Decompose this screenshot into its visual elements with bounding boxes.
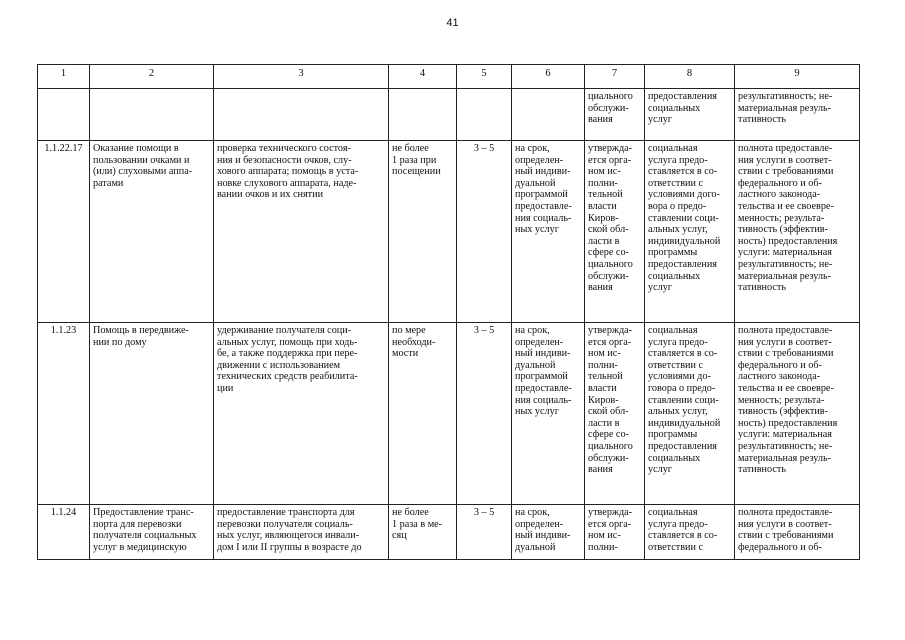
table-cell-col6 bbox=[512, 505, 585, 560]
table-cell-col5: 3 – 5 bbox=[457, 505, 512, 560]
cell-line: ответствии с bbox=[648, 541, 704, 553]
cell-line: вания bbox=[588, 114, 613, 126]
cell-line: ответствии с bbox=[648, 177, 704, 189]
cell-line: вания bbox=[588, 464, 613, 476]
cell-line: говора о предо- bbox=[648, 382, 716, 394]
cell-line: ность) предоставления bbox=[738, 235, 838, 247]
cell-line: результативность; не- bbox=[738, 440, 833, 452]
table-cell-col5: 3 – 5 bbox=[457, 141, 512, 323]
cell-line: социальная bbox=[648, 507, 698, 518]
table-cell-col4 bbox=[389, 141, 457, 323]
page-number: 41 bbox=[446, 17, 459, 29]
table-cell-col6 bbox=[512, 89, 585, 141]
table-cell-col1: 1.1.22.17 bbox=[38, 141, 90, 323]
cell-line: социальных bbox=[648, 102, 701, 114]
cell-line: Киров- bbox=[588, 212, 619, 224]
cell-line: программы bbox=[648, 429, 698, 441]
table-cell-col2 bbox=[90, 323, 214, 505]
table-cell-col2 bbox=[90, 505, 214, 560]
cell-line: утвержда- bbox=[588, 507, 633, 518]
cell-line: менность; результа- bbox=[738, 394, 825, 406]
cell-line: социальная bbox=[648, 325, 698, 336]
table-row bbox=[38, 141, 860, 323]
cell-line: Предоставление транс- bbox=[93, 507, 194, 518]
table-cell-col9 bbox=[735, 141, 860, 323]
table-cell-col7 bbox=[585, 505, 645, 560]
cell-line: порта для перевозки bbox=[93, 518, 182, 530]
cell-line: ном ис- bbox=[588, 348, 621, 360]
cell-line: предоставления bbox=[648, 440, 717, 452]
cell-line: мости bbox=[392, 348, 419, 360]
header-col-8: 8 bbox=[645, 65, 735, 89]
cell-line: ном ис- bbox=[588, 530, 621, 542]
table-cell-col9 bbox=[735, 323, 860, 505]
cell-line: получателя социальных bbox=[93, 530, 197, 542]
cell-line: услуга предо- bbox=[648, 518, 708, 530]
cell-line: ный индиви- bbox=[515, 166, 571, 178]
table-cell-col5: 3 – 5 bbox=[457, 323, 512, 505]
cell-line: условиями дого- bbox=[648, 189, 720, 201]
cell-line: определен- bbox=[515, 154, 564, 166]
cell-line: социальных bbox=[648, 270, 701, 282]
cell-line: тельной bbox=[588, 371, 623, 383]
table-cell-col3 bbox=[214, 141, 389, 323]
header-col-3: 3 bbox=[214, 65, 389, 89]
cell-line: ратами bbox=[93, 177, 124, 189]
cell-line: услуги: материальная bbox=[738, 247, 832, 259]
cell-line: сяц bbox=[392, 530, 407, 542]
header-col-6: 6 bbox=[512, 65, 585, 89]
table-cell-col2 bbox=[90, 89, 214, 141]
cell-line: (или) слуховыми аппа- bbox=[93, 166, 193, 178]
cell-line: предоставле- bbox=[515, 382, 572, 394]
table-row bbox=[38, 323, 860, 505]
cell-line: циального bbox=[588, 440, 633, 452]
cell-line: индивидуальной bbox=[648, 235, 721, 247]
cell-line: услуг в медицинскую bbox=[93, 541, 187, 553]
cell-line: альных услуг, помощь при ходь- bbox=[217, 336, 358, 348]
cell-line: ется орга- bbox=[588, 518, 632, 530]
cell-line: дуальной bbox=[515, 541, 556, 553]
cell-line: на срок, bbox=[515, 143, 550, 154]
cell-line: предоставления bbox=[648, 91, 717, 102]
table-cell-col8 bbox=[645, 89, 735, 141]
cell-line: на срок, bbox=[515, 507, 550, 518]
cell-line: бе, а также поддержка при пере- bbox=[217, 348, 358, 360]
cell-line: альных услуг, bbox=[648, 224, 708, 236]
table-cell-col8 bbox=[645, 505, 735, 560]
cell-line: результативность; не- bbox=[738, 91, 833, 102]
cell-line: тативность bbox=[738, 282, 786, 294]
table-cell-col3 bbox=[214, 323, 389, 505]
cell-line: тельной bbox=[588, 189, 623, 201]
table-cell-col9 bbox=[735, 505, 860, 560]
table-cell-col6 bbox=[512, 323, 585, 505]
cell-line: ния услуги в соответ- bbox=[738, 518, 832, 530]
cell-line: ставляется в со- bbox=[648, 166, 718, 178]
cell-line: ставлении соци- bbox=[648, 212, 719, 224]
cell-line: материальная резуль- bbox=[738, 102, 832, 114]
cell-line: власти bbox=[588, 382, 617, 394]
table-cell-col8 bbox=[645, 141, 735, 323]
cell-line: на срок, bbox=[515, 325, 550, 336]
cell-line: ном ис- bbox=[588, 166, 621, 178]
table-cell-col8 bbox=[645, 323, 735, 505]
table-cell-col4 bbox=[389, 89, 457, 141]
cell-line: результативность; не- bbox=[738, 258, 833, 270]
cell-line: Киров- bbox=[588, 394, 619, 406]
cell-line: федерального и об- bbox=[738, 177, 822, 189]
table-cell-col9 bbox=[735, 89, 860, 141]
cell-line: тивность (эффектив- bbox=[738, 406, 828, 418]
cell-line: полнота предоставле- bbox=[738, 325, 833, 336]
cell-line: полни- bbox=[588, 359, 618, 371]
cell-line: ния социаль- bbox=[515, 212, 572, 224]
cell-line: программой bbox=[515, 189, 568, 201]
cell-line: дуальной bbox=[515, 177, 556, 189]
cell-line: ставлении соци- bbox=[648, 394, 719, 406]
cell-line: Помощь в передвиже- bbox=[93, 325, 189, 336]
cell-line: обслужи- bbox=[588, 102, 629, 114]
cell-line: дуальной bbox=[515, 359, 556, 371]
cell-line: социальная bbox=[648, 143, 698, 154]
cell-line: индивидуальной bbox=[648, 417, 721, 429]
cell-line: обслужи- bbox=[588, 452, 629, 464]
table-cell-col7 bbox=[585, 89, 645, 141]
cell-line: необходи- bbox=[392, 336, 436, 348]
cell-line: тативность bbox=[738, 114, 786, 126]
cell-line: ется орга- bbox=[588, 336, 632, 348]
cell-line: полнота предоставле- bbox=[738, 143, 833, 154]
cell-line: ставляется в со- bbox=[648, 348, 718, 360]
cell-line: альных услуг, bbox=[648, 406, 708, 418]
header-col-1: 1 bbox=[38, 65, 90, 89]
header-col-2: 2 bbox=[90, 65, 214, 89]
cell-line: вора о предо- bbox=[648, 200, 707, 212]
header-col-7: 7 bbox=[585, 65, 645, 89]
cell-line: вания bbox=[588, 282, 613, 294]
cell-line: ния и безопасности очков, слу- bbox=[217, 154, 352, 166]
cell-line: полни- bbox=[588, 177, 618, 189]
cell-line: хового аппарата; помощь в уста- bbox=[217, 166, 359, 178]
cell-line: удерживание получателя соци- bbox=[217, 325, 352, 336]
cell-line: посещении bbox=[392, 166, 441, 178]
cell-line: материальная резуль- bbox=[738, 452, 832, 464]
cell-line: новке слухового аппарата, наде- bbox=[217, 177, 357, 189]
cell-line: полни- bbox=[588, 541, 618, 553]
table-cell-col1: 1.1.24 bbox=[38, 505, 90, 560]
cell-line: ции bbox=[217, 382, 234, 394]
table-cell-col4 bbox=[389, 323, 457, 505]
cell-line: ных услуг bbox=[515, 224, 559, 236]
cell-line: программой bbox=[515, 371, 568, 383]
cell-line: проверка технического состоя- bbox=[217, 143, 351, 154]
cell-line: ный индиви- bbox=[515, 348, 571, 360]
cell-line: ставляется в со- bbox=[648, 530, 718, 542]
cell-line: дом I или II группы в возрасте до bbox=[217, 541, 362, 553]
cell-line: ской обл- bbox=[588, 406, 629, 418]
cell-line: услуг bbox=[648, 282, 672, 294]
cell-line: тельства и ее своевре- bbox=[738, 382, 834, 394]
cell-line: движении с использованием bbox=[217, 359, 341, 371]
cell-line: ствии с требованиями bbox=[738, 530, 834, 542]
cell-line: условиями до- bbox=[648, 371, 711, 383]
cell-line: ния услуги в соответ- bbox=[738, 154, 832, 166]
cell-line: 1 раза при bbox=[392, 154, 437, 166]
table-cell-col6 bbox=[512, 141, 585, 323]
cell-line: услуг bbox=[648, 114, 672, 126]
cell-line: ния услуги в соответ- bbox=[738, 336, 832, 348]
cell-line: предоставле- bbox=[515, 200, 572, 212]
cell-line: услуг bbox=[648, 464, 672, 476]
cell-line: технических средств реабилита- bbox=[217, 371, 358, 383]
cell-line: 1 раза в ме- bbox=[392, 518, 443, 530]
services-table bbox=[37, 64, 860, 560]
cell-line: пользовании очками и bbox=[93, 154, 190, 166]
cell-line: Оказание помощи в bbox=[93, 143, 179, 154]
table-row bbox=[38, 89, 860, 141]
header-col-4: 4 bbox=[389, 65, 457, 89]
cell-line: ный индиви- bbox=[515, 530, 571, 542]
header-col-9: 9 bbox=[735, 65, 860, 89]
cell-line: сфере со- bbox=[588, 429, 629, 441]
cell-line: ность) предоставления bbox=[738, 417, 838, 429]
cell-line: обслужи- bbox=[588, 270, 629, 282]
cell-line: федерального и об- bbox=[738, 541, 822, 553]
page-bottom-margin bbox=[0, 580, 905, 640]
table-cell-col5 bbox=[457, 89, 512, 141]
cell-line: определен- bbox=[515, 336, 564, 348]
cell-line: не более bbox=[392, 143, 429, 154]
header-row bbox=[38, 65, 860, 89]
cell-line: тативность bbox=[738, 464, 786, 476]
cell-line: власти bbox=[588, 200, 617, 212]
cell-line: ется орга- bbox=[588, 154, 632, 166]
cell-line: программы bbox=[648, 247, 698, 259]
cell-line: ласти в bbox=[588, 235, 620, 247]
cell-line: не более bbox=[392, 507, 429, 518]
table-cell-col3 bbox=[214, 89, 389, 141]
cell-line: материальная резуль- bbox=[738, 270, 832, 282]
cell-line: нии по дому bbox=[93, 336, 147, 348]
cell-line: тивность (эффектив- bbox=[738, 224, 828, 236]
table-cell-col3 bbox=[214, 505, 389, 560]
cell-line: ластного законода- bbox=[738, 189, 821, 201]
cell-line: тельства и ее своевре- bbox=[738, 200, 834, 212]
cell-line: циального bbox=[588, 258, 633, 270]
cell-line: услуга предо- bbox=[648, 154, 708, 166]
cell-line: ластного законода- bbox=[738, 371, 821, 383]
cell-line: определен- bbox=[515, 518, 564, 530]
table-cell-col7 bbox=[585, 323, 645, 505]
cell-line: федерального и об- bbox=[738, 359, 822, 371]
cell-line: утвержда- bbox=[588, 143, 633, 154]
cell-line: ской обл- bbox=[588, 224, 629, 236]
cell-line: социальных bbox=[648, 452, 701, 464]
cell-line: ствии с требованиями bbox=[738, 348, 834, 360]
cell-line: предоставление транспорта для bbox=[217, 507, 355, 518]
cell-line: перевозки получателя социаль- bbox=[217, 518, 353, 530]
cell-line: утвержда- bbox=[588, 325, 633, 336]
cell-line: ответствии с bbox=[648, 359, 704, 371]
cell-line: полнота предоставле- bbox=[738, 507, 833, 518]
cell-line: услуга предо- bbox=[648, 336, 708, 348]
table-cell-col7 bbox=[585, 141, 645, 323]
header-col-5: 5 bbox=[457, 65, 512, 89]
table-cell-col1: 1.1.23 bbox=[38, 323, 90, 505]
cell-line: вании очков и их снятии bbox=[217, 189, 324, 201]
cell-line: ных услуг, являющегося инвали- bbox=[217, 530, 360, 542]
cell-line: ласти в bbox=[588, 417, 620, 429]
table-cell-col1 bbox=[38, 89, 90, 141]
table-cell-col2 bbox=[90, 141, 214, 323]
cell-line: менность; результа- bbox=[738, 212, 825, 224]
cell-line: ния социаль- bbox=[515, 394, 572, 406]
cell-line: предоставления bbox=[648, 258, 717, 270]
cell-line: услуги: материальная bbox=[738, 429, 832, 441]
cell-line: ствии с требованиями bbox=[738, 166, 834, 178]
cell-line: ных услуг bbox=[515, 406, 559, 418]
cell-line: по мере bbox=[392, 325, 426, 336]
cell-line: сфере со- bbox=[588, 247, 629, 259]
table-row bbox=[38, 505, 860, 560]
table-cell-col4 bbox=[389, 505, 457, 560]
cell-line: циального bbox=[588, 91, 633, 102]
